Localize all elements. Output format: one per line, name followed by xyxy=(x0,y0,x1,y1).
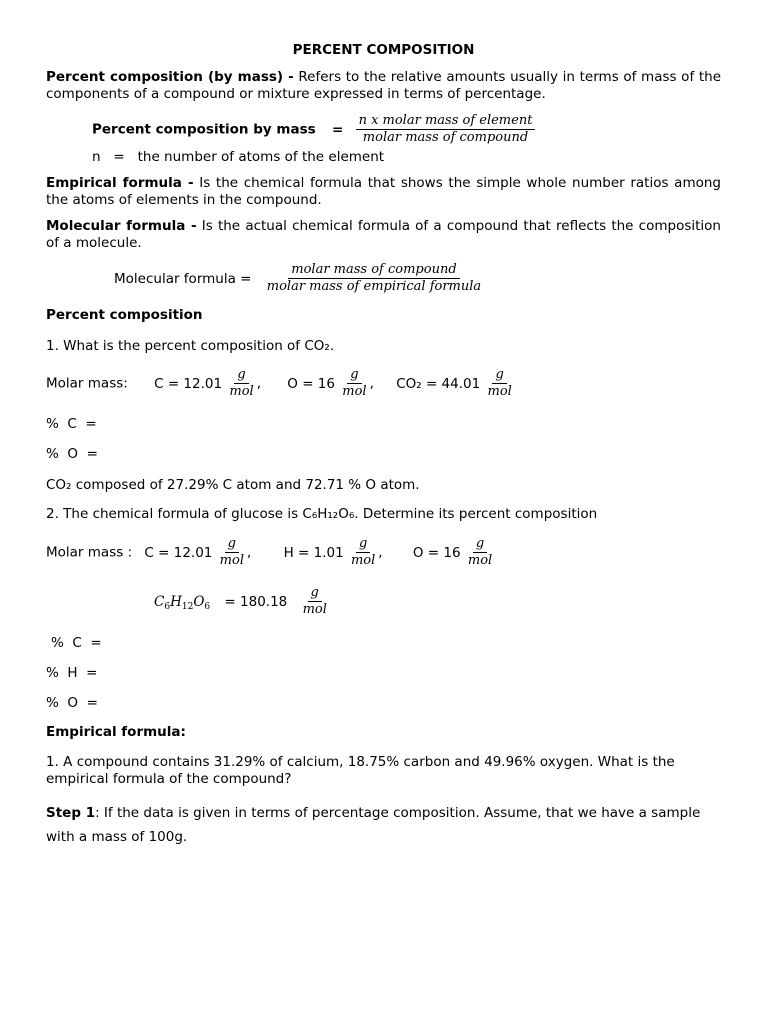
percent-oxygen-1: % O = xyxy=(46,446,98,462)
section-heading-percent-composition: Percent composition xyxy=(46,307,203,323)
definition-percent-composition xyxy=(46,69,721,103)
fraction-numerator: molar mass of compound xyxy=(288,262,459,279)
unit-numerator: g xyxy=(308,585,322,602)
formula-label: Molecular formula = xyxy=(114,270,252,287)
oxygen-mass: O = 16 xyxy=(287,375,335,392)
unit-fraction xyxy=(300,585,330,618)
definition-text: Is the actual chemical formula of a compound that reflects the composition of a molecule. xyxy=(46,218,721,251)
unit-numerator: g xyxy=(347,367,361,384)
definition-term: Molecular formula - xyxy=(46,218,197,234)
definition-molecular-formula xyxy=(46,218,721,252)
unit-denominator: mol xyxy=(487,384,512,399)
step-1 xyxy=(46,801,721,849)
molar-mass-line-2 xyxy=(46,536,495,569)
step-label: Step 1 xyxy=(46,805,96,821)
oxygen-symbol: O xyxy=(193,593,205,610)
molar-mass-label: Molar mass : xyxy=(46,544,133,561)
molar-mass-line-1 xyxy=(46,367,515,400)
carbon-mass: C = 12.01 xyxy=(144,544,213,561)
section-heading-empirical-formula: Empirical formula: xyxy=(46,724,186,740)
unit-denominator: mol xyxy=(350,553,376,568)
question-1: 1. What is the percent composition of CO₂. xyxy=(46,338,335,354)
hydrogen-symbol: H xyxy=(170,593,182,610)
step-text: : If the data is given in terms of percentage composition. Assume, that we have a sample with a mass of 100g. xyxy=(46,805,701,845)
unit-fraction xyxy=(485,367,515,400)
n-definition: n = the number of atoms of the element xyxy=(92,149,385,165)
unit-numerator: g xyxy=(473,536,487,553)
co2-mass: CO₂ = 44.01 xyxy=(396,375,481,392)
formula-equals: = xyxy=(331,121,344,138)
molar-mass-label: Molar mass: xyxy=(46,375,128,392)
unit-denominator: mol xyxy=(219,553,244,568)
unit-numerator: g xyxy=(356,536,370,553)
fraction-denominator: molar mass of compound xyxy=(362,130,529,145)
carbon-mass: C = 12.01 xyxy=(154,375,223,392)
percent-carbon-2: % C = xyxy=(51,635,102,651)
unit-denominator: mol xyxy=(467,553,493,568)
formula-fraction xyxy=(356,113,536,146)
carbon-symbol: C xyxy=(154,593,165,610)
unit-fraction xyxy=(348,536,378,569)
answer-1: CO₂ composed of 27.29% C atom and 72.71 % O atom. xyxy=(46,477,420,493)
molecular-formula-equation xyxy=(114,262,484,295)
oxygen-mass: O = 16 xyxy=(412,544,461,561)
unit-fraction xyxy=(226,367,256,400)
document-title: PERCENT COMPOSITION xyxy=(292,42,475,58)
unit-numerator: g xyxy=(225,536,239,553)
oxygen-subscript: 6 xyxy=(204,601,211,612)
glucose-value: = 180.18 xyxy=(224,593,288,610)
comma: , xyxy=(378,544,383,561)
question-3: 1. A compound contains 31.29% of calcium, 18.75% carbon and 49.96% oxygen. What is the empirical formula of the compound? xyxy=(46,754,675,787)
carbon-subscript: 6 xyxy=(164,601,171,612)
formula-label: Percent composition by mass xyxy=(92,121,316,138)
unit-denominator: mol xyxy=(229,384,254,399)
comma: , xyxy=(246,544,252,561)
unit-numerator: g xyxy=(492,367,506,384)
definition-text: Is the chemical formula that shows the simple whole number ratios among the atoms of elements in the compound. xyxy=(46,175,721,208)
hydrogen-subscript: 12 xyxy=(181,601,194,612)
comma: , xyxy=(256,375,261,392)
percent-composition-formula xyxy=(92,113,535,146)
percent-oxygen-2: % O = xyxy=(46,695,98,711)
percent-hydrogen-2: % H = xyxy=(46,665,98,681)
unit-fraction xyxy=(217,536,247,569)
question-2: 2. The chemical formula of glucose is C₆H₁₂O₆. Determine its percent composition xyxy=(46,506,598,522)
unit-fraction xyxy=(465,536,495,569)
definition-text: Refers to the relative amounts usually in terms of mass of the components of a compound or mixture expressed in terms of percentage. xyxy=(46,69,721,102)
formula-fraction xyxy=(264,262,484,295)
percent-carbon-1: % C = xyxy=(46,416,97,432)
hydrogen-mass: H = 1.01 xyxy=(283,544,344,561)
glucose-molar-mass xyxy=(154,585,330,618)
unit-numerator: g xyxy=(234,367,248,384)
unit-fraction xyxy=(339,367,369,400)
definition-empirical-formula xyxy=(46,175,721,209)
definition-term: Percent composition (by mass) - xyxy=(46,69,294,85)
glucose-formula xyxy=(154,594,210,610)
comma: , xyxy=(369,375,374,392)
unit-denominator: mol xyxy=(342,384,367,399)
definition-term: Empirical formula - xyxy=(46,175,194,191)
fraction-numerator: n x molar mass of element xyxy=(356,113,536,130)
fraction-denominator: molar mass of empirical formula xyxy=(266,279,482,294)
unit-denominator: mol xyxy=(302,602,327,617)
